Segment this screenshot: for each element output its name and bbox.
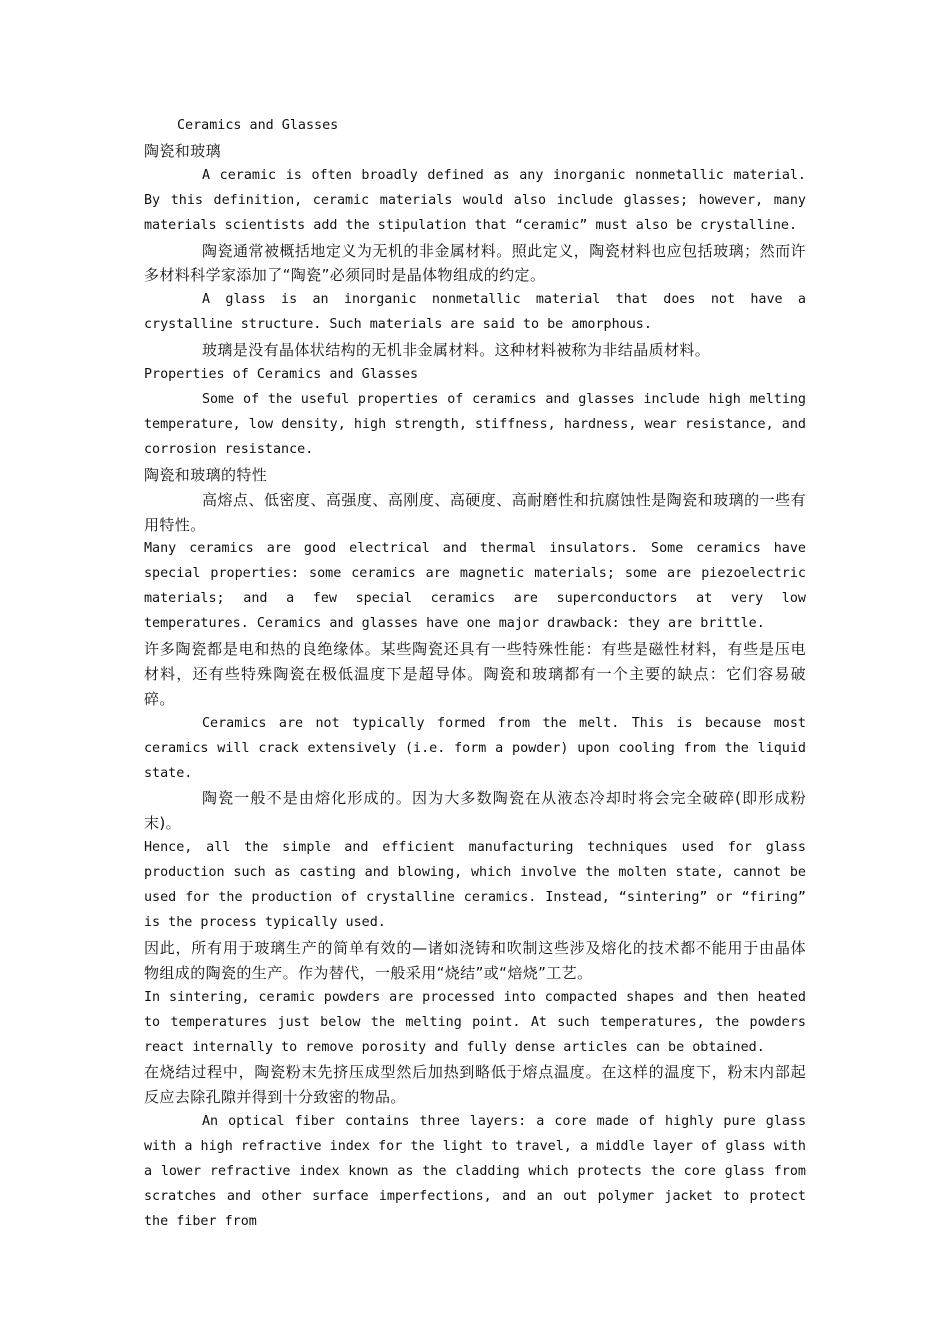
paragraph-manufacturing-zh: 因此，所有用于玻璃生产的简单有效的—诸如浇铸和吹制这些涉及熔化的技术都不能用于由晶体物组成的陶瓷的生产。作为替代，一般采用“烧结”或“焙烧”工艺。 [144,938,806,982]
document-page [144,114,806,1235]
paragraph-sintering: In sintering, ceramic powders are processed into compacted shapes and then heated to temperatures just below the melting point. At such temperatures, the powders react internally to remove porosity and fully dense articles can be obtained. [144,989,806,1055]
paragraph-sintering-zh: 在烧结过程中，陶瓷粉末先挤压成型然后加热到略低于熔点温度。在这样的温度下，粉末内部起反应去除孔隙并得到十分致密的物品。 [144,1063,806,1107]
paragraph-ceramic-definition-zh: 陶瓷通常被概括地定义为无机的非金属材料。照此定义，陶瓷材料也应包括玻璃；然而许多材料科学家添加了“陶瓷”必须同时是晶体物组成的约定。 [144,241,806,285]
paragraph-useful-properties-zh: 高熔点、低密度、高强度、高刚度、高硬度、高耐磨性和抗腐蚀性是陶瓷和玻璃的一些有用特性。 [144,490,806,534]
paragraph-manufacturing: Hence, all the simple and efficient manufacturing techniques used for glass production such as casting and blowing, which involve the molten state, cannot be used for the production of crystalline ceramics. Instead, “sintering” or “firing” is the process typically used. [144,840,806,930]
paragraph-optical-fiber: An optical fiber contains three layers: a core made of highly pure glass with a high refractive index for the light to travel, a middle layer of glass with a lower refractive index known as the cladding which protects the core glass from scratches and other surface imperfections, and an out polymer jacket to protect the fiber from [144,1114,806,1229]
title-english: Ceramics and Glasses [177,118,339,133]
paragraph-useful-properties: Some of the useful properties of ceramics and glasses include high melting temperature, low density, high strength, stiffness, hardness, wear resistance, and corrosion resistance. [144,391,806,457]
paragraph-glass-definition: A glass is an inorganic nonmetallic material that does not have a crystalline structure. Such materials are said to be amorphous. [144,292,806,333]
paragraph-glass-definition-zh: 玻璃是没有晶体状结构的无机非金属材料。这种材料被称为非结晶质材料。 [202,341,711,360]
paragraph-insulators-zh: 许多陶瓷都是电和热的良绝缘体。某些陶瓷还具有一些特殊性能：有些是磁性材料，有些是压电材料，还有些特殊陶瓷在极低温度下是超导体。陶瓷和玻璃都有一个主要的缺点：它们容易破碎。 [144,640,806,708]
paragraph-melt-forming-zh: 陶瓷一般不是由熔化形成的。因为大多数陶瓷在从液态冷却时将会完全破碎(即形成粉末)。 [144,789,806,833]
section-heading-properties-zh: 陶瓷和玻璃的特性 [144,465,268,484]
title-chinese: 陶瓷和玻璃 [144,141,222,160]
paragraph-ceramic-definition: A ceramic is often broadly defined as any inorganic nonmetallic material. By this definition, ceramic materials would also include glasses; however, many materials scientists add the stipulation that “ceramic” must also be crystalline. [144,167,806,233]
section-heading-properties: Properties of Ceramics and Glasses [144,367,419,383]
paragraph-melt-forming: Ceramics are not typically formed from the melt. This is because most ceramics will crack extensively (i.e. form a powder) upon cooling from the liquid state. [144,715,806,781]
paragraph-insulators: Many ceramics are good electrical and thermal insulators. Some ceramics have special properties: some ceramics are magnetic materials; some are piezoelectric materials; and a few special ceramics are superconductors at very low temperatures. Ceramics and glasses have one major drawback: they are brittle. [144,541,806,632]
